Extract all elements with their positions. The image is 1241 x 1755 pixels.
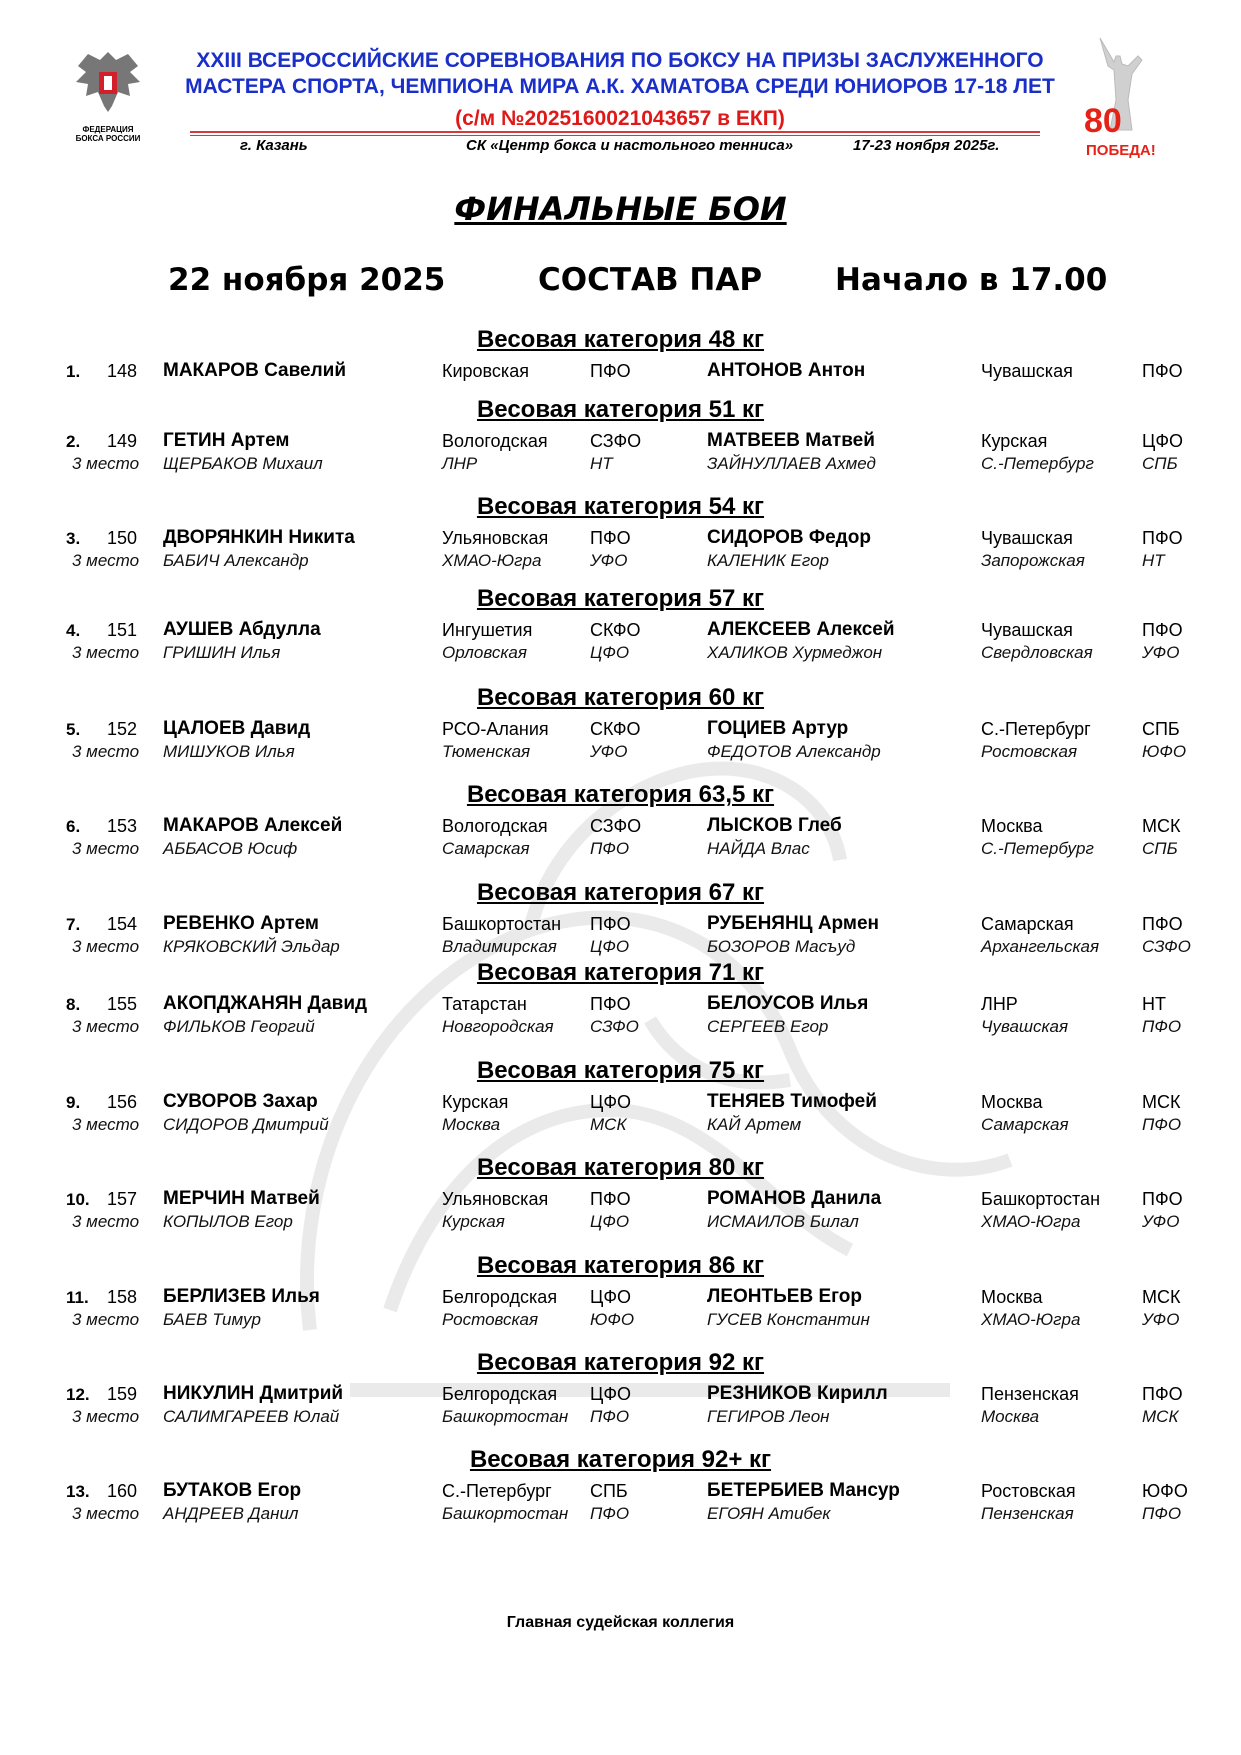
third-place-label: 3 место <box>72 742 140 761</box>
red-corner-district: СЗФО <box>590 431 642 451</box>
third-place-name-a: АББАСОВ Юсиф <box>163 839 298 858</box>
third-place-label: 3 место <box>72 1407 140 1426</box>
third-place-region-b: Чувашская <box>981 1017 1069 1036</box>
third-place-district-b: УФО <box>1142 643 1180 662</box>
pair-number: 1. <box>66 362 81 381</box>
start-time: Начало в 17.00 <box>835 262 1108 298</box>
blue-corner-name: РУБЕНЯНЦ Армен <box>707 913 880 934</box>
third-place-district-b: ЮФО <box>1142 742 1187 761</box>
red-corner-name: НИКУЛИН Дмитрий <box>163 1383 344 1404</box>
bout-number: 149 <box>107 431 138 451</box>
bout-number: 154 <box>107 914 138 934</box>
blue-corner-district: СПБ <box>1142 719 1180 739</box>
weight-category-label: Весовая категория 86 кг <box>476 1252 765 1279</box>
blue-corner-name: СИДОРОВ Федор <box>707 527 871 548</box>
bout-number: 156 <box>107 1092 138 1112</box>
title-line-1: XXIII ВСЕРОССИЙСКИЕ СОРЕВНОВАНИЯ ПО БОКСУ НА ПРИЗЫ ЗАСЛУЖЕННОГО <box>196 49 1044 72</box>
red-corner-district: СЗФО <box>590 816 642 836</box>
blue-corner-region: С.-Петербург <box>981 719 1091 739</box>
blue-corner-district: МСК <box>1142 816 1181 836</box>
bout-number: 153 <box>107 816 138 836</box>
logo-80-number: 80 <box>1084 102 1122 140</box>
red-corner-name: МАКАРОВ Савелий <box>163 360 347 381</box>
third-place-label: 3 место <box>72 839 140 858</box>
third-place-district-a: ЦФО <box>590 1212 630 1231</box>
third-place-name-a: БАЕВ Тимур <box>163 1310 261 1329</box>
red-corner-region: С.-Петербург <box>442 1481 552 1501</box>
weight-category-title <box>0 959 1241 987</box>
third-place-region-a: Владимирская <box>442 937 557 956</box>
third-place-district-a: ЦФО <box>590 937 630 956</box>
third-place-district-b: ПФО <box>1142 1504 1182 1523</box>
blue-corner-name: МАТВЕЕВ Матвей <box>707 430 875 451</box>
blue-corner-name: ГОЦИЕВ Артур <box>707 718 849 739</box>
bout-number: 158 <box>107 1287 138 1307</box>
blue-corner-district: ЮФО <box>1142 1481 1188 1501</box>
weight-category-title <box>0 396 1241 424</box>
third-place-label: 3 место <box>72 937 140 956</box>
third-place-district-a: НТ <box>590 454 613 473</box>
pair-number: 7. <box>66 915 81 934</box>
red-corner-name: БУТАКОВ Егор <box>163 1480 302 1501</box>
red-corner-district: ПФО <box>590 914 631 934</box>
bout-number: 152 <box>107 719 138 739</box>
blue-corner-district: ПФО <box>1142 1384 1183 1404</box>
blue-corner-region: Башкортостан <box>981 1189 1101 1209</box>
third-place-name-a: СИДОРОВ Дмитрий <box>163 1115 329 1134</box>
third-place-name-a: ЩЕРБАКОВ Михаил <box>163 454 323 473</box>
third-place-name-b: ХАЛИКОВ Хурмеджон <box>707 643 883 662</box>
footer-signature: Главная судейская коллегия <box>506 1614 735 1631</box>
red-corner-district: ЦФО <box>590 1384 632 1404</box>
third-place-district-a: ЮФО <box>590 1310 635 1329</box>
red-corner-district: ПФО <box>590 528 631 548</box>
blue-corner-region: Курская <box>981 431 1048 451</box>
event-dates: 17-23 ноября 2025г. <box>853 137 1000 154</box>
third-place-label: 3 место <box>72 1017 140 1036</box>
weight-category-title <box>0 781 1241 809</box>
third-place-district-a: УФО <box>590 551 628 570</box>
weight-category-title <box>0 684 1241 712</box>
third-place-name-a: АНДРЕЕВ Данил <box>163 1504 299 1523</box>
third-place-label: 3 место <box>72 551 140 570</box>
third-place-region-a: Москва <box>442 1115 501 1134</box>
blue-corner-district: ПФО <box>1142 914 1183 934</box>
blue-corner-name: АЛЕКСЕЕВ Алексей <box>707 619 895 640</box>
bout-number: 148 <box>107 361 138 381</box>
red-corner-name: ГЕТИН Артем <box>163 430 290 451</box>
third-place-name-b: ИСМАИЛОВ Билал <box>707 1212 859 1231</box>
third-place-district-a: ЦФО <box>590 643 630 662</box>
bout-number: 159 <box>107 1384 138 1404</box>
red-corner-name: АКОПДЖАНЯН Давид <box>163 993 368 1014</box>
third-place-region-a: Башкортостан <box>442 1504 569 1523</box>
header-rule <box>190 131 1040 133</box>
third-place-name-b: ЕГОЯН Атибек <box>707 1504 831 1523</box>
red-corner-region: Вологодская <box>442 816 548 836</box>
blue-corner-region: Чувашская <box>981 528 1073 548</box>
blue-corner-district: ЦФО <box>1142 431 1184 451</box>
weight-category-label: Весовая категория 67 кг <box>476 879 765 906</box>
weight-category-title <box>0 879 1241 907</box>
third-place-name-b: КАЛЕНИК Егор <box>707 551 829 570</box>
red-corner-district: СКФО <box>590 620 641 640</box>
pair-number: 11. <box>66 1288 89 1307</box>
red-corner-region: Башкортостан <box>442 914 562 934</box>
red-corner-district: ПФО <box>590 361 631 381</box>
third-place-district-b: ПФО <box>1142 1017 1182 1036</box>
blue-corner-district: МСК <box>1142 1287 1181 1307</box>
weight-category-label: Весовая категория 63,5 кг <box>466 781 775 808</box>
weight-category-label: Весовая категория 60 кг <box>476 684 765 711</box>
weight-category-title <box>0 493 1241 521</box>
pairs-title: СОСТАВ ПАР <box>538 262 763 298</box>
logo-left-line2: БОКСА РОССИИ <box>75 134 141 143</box>
third-place-region-a: Новгородская <box>442 1017 554 1036</box>
third-place-region-b: Свердловская <box>981 643 1093 662</box>
blue-corner-district: НТ <box>1142 994 1166 1014</box>
third-place-name-b: ФЕДОТОВ Александр <box>707 742 881 761</box>
blue-corner-name: РЕЗНИКОВ Кирилл <box>707 1383 888 1404</box>
blue-corner-region: Чувашская <box>981 361 1073 381</box>
blue-corner-district: ПФО <box>1142 361 1183 381</box>
pair-number: 6. <box>66 817 81 836</box>
third-place-label: 3 место <box>72 1310 140 1329</box>
third-place-region-b: Пензенская <box>981 1504 1074 1523</box>
third-place-region-a: Ростовская <box>442 1310 539 1329</box>
red-corner-region: Кировская <box>442 361 529 381</box>
blue-corner-region: Ростовская <box>981 1481 1076 1501</box>
red-corner-name: РЕВЕНКО Артем <box>163 913 319 934</box>
weight-category-label: Весовая категория 71 кг <box>476 959 765 986</box>
blue-corner-name: ЛЕОНТЬЕВ Егор <box>707 1286 862 1307</box>
blue-corner-name: БЕТЕРБИЕВ Мансур <box>707 1480 900 1501</box>
pair-number: 13. <box>66 1482 90 1501</box>
boxing-federation-logo <box>68 46 148 146</box>
third-place-name-b: ЗАЙНУЛЛАЕВ Ахмед <box>707 454 876 473</box>
red-corner-region: Белгородская <box>442 1287 558 1307</box>
blue-corner-name: БЕЛОУСОВ Илья <box>707 993 869 1014</box>
third-place-district-b: УФО <box>1142 1310 1180 1329</box>
pair-number: 9. <box>66 1093 81 1112</box>
third-place-region-a: Башкортостан <box>442 1407 569 1426</box>
pair-number: 12. <box>66 1385 90 1404</box>
third-place-region-b: Москва <box>981 1407 1040 1426</box>
red-corner-name: ЦАЛОЕВ Давид <box>163 718 311 739</box>
third-place-name-b: КАЙ Артем <box>707 1115 802 1134</box>
blue-corner-region: Москва <box>981 816 1043 836</box>
blue-corner-district: МСК <box>1142 1092 1181 1112</box>
third-place-name-a: БАБИЧ Александр <box>163 551 309 570</box>
blue-corner-region: Чувашская <box>981 620 1073 640</box>
pair-number: 3. <box>66 529 81 548</box>
title-line-3: (с/м №2025160021043657 в ЕКП) <box>455 107 785 130</box>
blue-corner-name: АНТОНОВ Антон <box>707 360 866 381</box>
pair-number: 2. <box>66 432 81 451</box>
red-corner-name: СУВОРОВ Захар <box>163 1091 318 1112</box>
third-place-name-b: НАЙДА Влас <box>707 839 810 858</box>
third-place-region-b: Ростовская <box>981 742 1078 761</box>
blue-corner-district: ПФО <box>1142 1189 1183 1209</box>
victory-80-logo <box>1080 30 1160 170</box>
blue-corner-name: ТЕНЯЕВ Тимофей <box>707 1091 877 1112</box>
bout-number: 151 <box>107 620 138 640</box>
third-place-district-a: УФО <box>590 742 628 761</box>
red-corner-name: ДВОРЯНКИН Никита <box>163 527 355 548</box>
blue-corner-region: Пензенская <box>981 1384 1079 1404</box>
third-place-region-a: Орловская <box>442 643 527 662</box>
blue-corner-name: ЛЫСКОВ Глеб <box>707 815 842 836</box>
third-place-label: 3 место <box>72 1212 140 1231</box>
red-corner-region: Татарстан <box>442 994 527 1014</box>
third-place-district-a: МСК <box>590 1115 627 1134</box>
third-place-region-a: Курская <box>442 1212 505 1231</box>
third-place-name-a: МИШУКОВ Илья <box>163 742 295 761</box>
blue-corner-name: РОМАНОВ Данила <box>707 1188 882 1209</box>
weight-category-label: Весовая категория 75 кг <box>476 1057 765 1084</box>
third-place-district-a: ПФО <box>590 839 630 858</box>
bout-number: 160 <box>107 1481 138 1501</box>
weight-category-label: Весовая категория 57 кг <box>476 585 765 612</box>
red-corner-district: СКФО <box>590 719 641 739</box>
weight-category-label: Весовая категория 92+ кг <box>469 1446 772 1473</box>
weight-category-title <box>0 1252 1241 1280</box>
red-corner-region: Ульяновская <box>442 528 549 548</box>
third-place-district-b: СПБ <box>1142 839 1178 858</box>
red-corner-name: АУШЕВ Абдулла <box>163 619 321 640</box>
weight-category-label: Весовая категория 51 кг <box>476 396 765 423</box>
red-corner-district: ЦФО <box>590 1092 632 1112</box>
third-place-district-b: УФО <box>1142 1212 1180 1231</box>
third-place-district-b: МСК <box>1142 1407 1179 1426</box>
weight-category-label: Весовая категория 92 кг <box>476 1349 765 1376</box>
third-place-district-a: ПФО <box>590 1504 630 1523</box>
third-place-district-b: НТ <box>1142 551 1165 570</box>
eagle-icon <box>68 46 148 120</box>
red-corner-region: РСО-Алания <box>442 719 549 739</box>
blue-corner-district: ПФО <box>1142 620 1183 640</box>
logo-left-line1: ФЕДЕРАЦИЯ <box>82 125 134 134</box>
red-corner-district: СПБ <box>590 1481 628 1501</box>
third-place-region-b: Запорожская <box>981 551 1085 570</box>
weight-category-title <box>0 1057 1241 1085</box>
third-place-region-b: С.-Петербург <box>981 454 1094 473</box>
blue-corner-district: ПФО <box>1142 528 1183 548</box>
bout-number: 157 <box>107 1189 138 1209</box>
third-place-region-a: ХМАО-Югра <box>442 551 542 570</box>
pair-number: 5. <box>66 720 81 739</box>
bout-number: 150 <box>107 528 138 548</box>
red-corner-district: ЦФО <box>590 1287 632 1307</box>
title-line-2: МАСТЕРА СПОРТА, ЧЕМПИОНА МИРА А.К. ХАМАТОВА СРЕДИ ЮНИОРОВ 17-18 ЛЕТ <box>185 75 1055 98</box>
third-place-name-b: СЕРГЕЕВ Егор <box>707 1017 829 1036</box>
bout-date: 22 ноября 2025 <box>168 262 446 298</box>
third-place-district-b: ПФО <box>1142 1115 1182 1134</box>
third-place-region-a: Тюменская <box>442 742 531 761</box>
red-corner-region: Вологодская <box>442 431 548 451</box>
third-place-name-b: БОЗОРОВ Масъуд <box>707 937 856 956</box>
third-place-name-a: ГРИШИН Илья <box>163 643 281 662</box>
third-place-name-b: ГЕГИРОВ Леон <box>707 1407 830 1426</box>
third-place-label: 3 место <box>72 454 140 473</box>
third-place-region-a: Самарская <box>442 839 530 858</box>
third-place-name-a: САЛИМГАРЕЕВ Юлай <box>163 1407 340 1426</box>
third-place-region-b: Архангельская <box>981 937 1100 956</box>
weight-category-title <box>0 1349 1241 1377</box>
red-corner-name: МАКАРОВ Алексей <box>163 815 343 836</box>
weight-category-label: Весовая категория 80 кг <box>476 1154 765 1181</box>
blue-corner-region: Самарская <box>981 914 1074 934</box>
weight-category-title <box>0 1154 1241 1182</box>
third-place-name-b: ГУСЕВ Константин <box>707 1310 870 1329</box>
weight-category-title <box>0 1446 1241 1474</box>
red-corner-region: Курская <box>442 1092 509 1112</box>
third-place-region-b: Самарская <box>981 1115 1069 1134</box>
third-place-region-a: ЛНР <box>442 454 478 473</box>
third-place-label: 3 место <box>72 643 140 662</box>
third-place-region-b: ХМАО-Югра <box>981 1310 1081 1329</box>
pair-number: 8. <box>66 995 81 1014</box>
red-corner-name: МЕРЧИН Матвей <box>163 1188 320 1209</box>
pair-number: 4. <box>66 621 81 640</box>
main-title-text: ФИНАЛЬНЫЕ БОИ <box>454 190 787 228</box>
city: г. Казань <box>240 137 308 154</box>
third-place-district-b: СПБ <box>1142 454 1178 473</box>
red-corner-district: ПФО <box>590 1189 631 1209</box>
third-place-region-b: С.-Петербург <box>981 839 1094 858</box>
bout-number: 155 <box>107 994 138 1014</box>
blue-corner-region: Москва <box>981 1287 1043 1307</box>
weight-category-title <box>0 585 1241 613</box>
red-corner-region: Ингушетия <box>442 620 533 640</box>
weight-category-label: Весовая категория 54 кг <box>476 493 765 520</box>
third-place-name-a: КОПЫЛОВ Егор <box>163 1212 293 1231</box>
third-place-name-a: ФИЛЬКОВ Георгий <box>163 1017 315 1036</box>
third-place-district-a: СЗФО <box>590 1017 639 1036</box>
red-corner-district: ПФО <box>590 994 631 1014</box>
red-corner-region: Белгородская <box>442 1384 558 1404</box>
blue-corner-region: ЛНР <box>981 994 1018 1014</box>
blue-corner-region: Москва <box>981 1092 1043 1112</box>
logo-victory-text: ПОБЕДА! <box>1086 142 1156 159</box>
third-place-district-a: ПФО <box>590 1407 630 1426</box>
pair-number: 10. <box>66 1190 90 1209</box>
red-corner-name: БЕРЛИЗЕВ Илья <box>163 1286 320 1307</box>
third-place-name-a: КРЯКОВСКИЙ Эльдар <box>163 937 340 956</box>
venue: СК «Центр бокса и настольного тенниса» <box>466 137 794 154</box>
red-corner-region: Ульяновская <box>442 1189 549 1209</box>
third-place-region-b: ХМАО-Югра <box>981 1212 1081 1231</box>
third-place-label: 3 место <box>72 1504 140 1523</box>
weight-category-title <box>0 326 1241 354</box>
main-title <box>0 190 1241 228</box>
header-rule-thin <box>190 135 1040 136</box>
third-place-label: 3 место <box>72 1115 140 1134</box>
weight-category-label: Весовая категория 48 кг <box>476 326 765 353</box>
third-place-district-b: СЗФО <box>1142 937 1191 956</box>
